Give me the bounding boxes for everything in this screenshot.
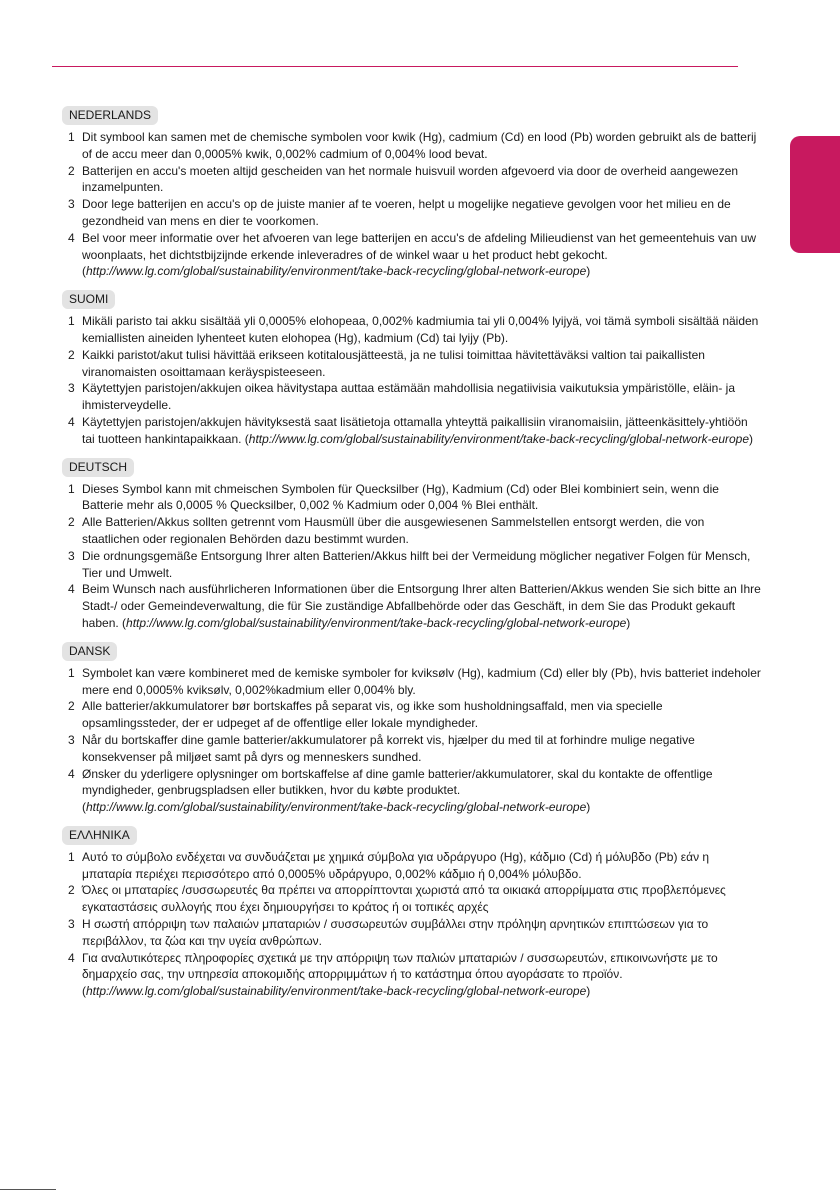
recycling-url-link[interactable]: http://www.lg.com/global/sustainability/environment/take-back-recycling/global-network-europe bbox=[86, 264, 587, 279]
list-item: 4 Ønsker du yderligere oplysninger om bortskaffelse af dine gamle batterier/akkumulatorer, skal du kontakte de offentlige myndigheder, genbrugspladsen eller butikken, hvor du købte produktet. (http://www.lg.com/global/sustainability/environment/take-back-recycling/global-network-europe) bbox=[68, 766, 713, 815]
battery-disposal-notice bbox=[62, 106, 762, 1010]
item-list bbox=[62, 129, 762, 280]
section-nederlands bbox=[62, 106, 762, 280]
item-number: 4 bbox=[68, 582, 75, 597]
item-number: 1 bbox=[68, 130, 75, 144]
list-item bbox=[62, 163, 762, 197]
language-heading: NEDERLANDS bbox=[62, 106, 158, 125]
section-deutsch bbox=[62, 458, 762, 632]
item-text: Dieses Symbol kann mit chmeischen Symbolen für Quecksilber (Hg), Kadmium (Cd) oder Blei kombiniert sein, wenn die Batterie mehr als 0,0005 % Quecksilber, 0,002 % Kadmium oder 0,004 % Blei enthält. bbox=[82, 481, 719, 513]
list-item bbox=[62, 129, 762, 163]
language-heading: DEUTSCH bbox=[62, 458, 134, 477]
list-item bbox=[62, 514, 762, 548]
list-item bbox=[62, 882, 762, 916]
language-heading: SUOMI bbox=[62, 290, 115, 309]
list-item bbox=[62, 548, 762, 582]
item-list bbox=[62, 481, 762, 632]
list-item bbox=[62, 481, 762, 515]
item-text: Die ordnungsgemäße Entsorgung Ihrer alten Batterien/Akkus hilft bei der Vermeidung möglicher negativer Folgen für Mensch, Tier und Umwelt. bbox=[82, 548, 751, 580]
list-item bbox=[62, 732, 762, 766]
item-number: 4 bbox=[68, 230, 75, 245]
item-text: Αυτό το σύμβολο ενδέχεται να συνδυάζεται με χημικά σύμβολα για υδράργυρο (Hg), κάδμιο (Cd) ή μόλυβδο (Pb) εάν η μπαταρία περιέχει περισσότερο από 0,0005% υδράργυρο, 0,002% κάδμιο ή 0,004% μόλυβδο. bbox=[82, 849, 710, 881]
list-item bbox=[62, 698, 762, 732]
list-item bbox=[62, 196, 762, 230]
item-text: Alle batterier/akkumulatorer bør bortskaffes på separat vis, og ikke som husholdningsaffald, men via specielle opsamlingssteder, der er udpeget af de offentlige eller lokale myndigheder. bbox=[82, 699, 663, 731]
header-rule bbox=[52, 66, 738, 67]
item-text: Για αναλυτικότερες πληροφορίες σχετικά με την απόρριψη των παλιών μπαταριών / συσσωρευτών, επικοινωνήστε με το δημαρχείο σας, την υπηρεσία αποκομιδής απορριμμάτων ή το κατάστημα όπου αγοράσατε το προϊόν. ( bbox=[82, 950, 718, 999]
list-item bbox=[62, 380, 762, 414]
item-text: Door lege batterijen en accu's op de juiste manier af te voeren, helpt u mogelijke negatieve gevolgen voor het milieu en de gezondheid van mens en dier te voorkomen. bbox=[82, 197, 731, 228]
item-number: 3 bbox=[68, 732, 75, 747]
item-number: 3 bbox=[68, 548, 75, 563]
item-text: Bel voor meer informatie over het afvoeren van lege batterijen en accu's de afdeling Milieudienst van het gemeentehuis van uw woonplaats, het dichtstbijzijnde erkende inleveradres of de winkel waar u het product hebt gekocht. ( bbox=[82, 230, 757, 279]
list-item bbox=[62, 347, 762, 381]
list-item bbox=[62, 916, 762, 950]
recycling-url-link[interactable]: http://www.lg.com/global/sustainability/environment/take-back-recycling/global-network-europe bbox=[86, 984, 587, 999]
footer-rule bbox=[0, 1189, 56, 1190]
item-text: Symbolet kan være kombineret med de kemiske symboler for kviksølv (Hg), kadmium (Cd) eller bly (Pb), hvis batteriet indeholer mere end 0,0005% kviksølv, 0,002%kadmium eller 0,004% bly. bbox=[82, 665, 761, 697]
list-item: 4 Beim Wunsch nach ausführlicheren Informationen über die Entsorgung Ihrer alten Batterien/Akkus wenden Sie sich bitte an Ihre Stadt-/ oder Gemeindeverwaltung, die für Sie zuständige Abfallbehörde oder das Geschäft, in dem Sie das Produkt gekauft haben. (http://www.lg.com/global/sustainability/environment/take-back-recycling/global-network-europe) bbox=[68, 582, 761, 630]
list-item: 4 Για αναλυτικότερες πληροφορίες σχετικά με την απόρριψη των παλιών μπαταριών / συσσωρευτών, επικοινωνήστε με το δημαρχείο σας, την υπηρεσία αποκομιδής απορριμμάτων ή το κατάστημα όπου αγοράσατε το προϊόν. (http://www.lg.com/global/sustainability/environment/take-back-recycling/global-network-europe) bbox=[68, 950, 718, 999]
item-number: 1 bbox=[68, 481, 75, 496]
item-text: Batterijen en accu's moeten altijd gescheiden van het normale huisvuil worden afgevoerd via door de overheid aangewezen inzamelpunten. bbox=[82, 163, 739, 195]
language-heading: DANSK bbox=[62, 642, 117, 661]
item-list bbox=[62, 665, 762, 816]
item-text: Ønsker du yderligere oplysninger om bortskaffelse af dine gamle batterier/akkumulatorer, skal du kontakte de offentlige myndigheder, genbrugspladsen eller butikken, hvor du købte produktet. ( bbox=[82, 766, 713, 815]
section-ellinika bbox=[62, 826, 762, 1000]
section-suomi bbox=[62, 290, 762, 447]
recycling-url-link[interactable]: http://www.lg.com/global/sustainability/environment/take-back-recycling/global-network-europe bbox=[86, 800, 587, 815]
item-number: 4 bbox=[68, 414, 75, 429]
item-number: 2 bbox=[68, 883, 75, 898]
item-number: 3 bbox=[68, 917, 75, 932]
item-text: Alle Batterien/Akkus sollten getrennt vom Hausmüll über die ausgewiesenen Sammelstellen entsorgt werden, die von staatlichen oder regionalen Behörden dazu bestimmt wurden. bbox=[82, 515, 705, 546]
item-number: 2 bbox=[68, 515, 75, 530]
list-item bbox=[62, 849, 762, 883]
item-text: Kaikki paristot/akut tulisi hävittää erikseen kotitalousjätteestä, ja ne tulisi toimittaa hävitettäväksi valtion tai paikallisten viranomaisten osoittamaan keräyspisteeseen. bbox=[82, 347, 705, 379]
item-number: 3 bbox=[68, 197, 75, 212]
item-number: 2 bbox=[68, 699, 75, 714]
list-item: 4 Käytettyjen paristojen/akkujen hävityksestä saat lisätietoja ottamalla yhteyttä paikallisiin viranomaisiin, jätteenkäsittely-yhtiöön tai tuotteen hankintapaikkaan. (http://www.lg.com/global/sustainability/environment/take-back-recycling/global-network-europe) bbox=[68, 414, 754, 446]
list-item: 4 Bel voor meer informatie over het afvoeren van lege batterijen en accu's de afdeling Milieudienst van het gemeentehuis van uw woonplaats, het dichtstbijzijnde erkende inleveradres of de winkel waar u het product hebt gekocht. (http://www.lg.com/global/sustainability/environment/take-back-recycling/global-network-europe) bbox=[68, 230, 757, 279]
item-list bbox=[62, 849, 762, 1000]
item-text: Beim Wunsch nach ausführlicheren Informationen über die Entsorgung Ihrer alten Batterien/Akkus wenden Sie sich bitte an Ihre Stadt-/ oder Gemeindeverwaltung, die für Sie zuständige Abfallbehörde oder das Geschäft, in dem Sie das Produkt gekauft haben. ( bbox=[82, 582, 761, 630]
language-side-tab bbox=[790, 136, 840, 253]
language-heading: ΕΛΛΗΝΙΚΑ bbox=[62, 826, 137, 845]
list-item bbox=[62, 313, 762, 347]
item-number: 1 bbox=[68, 665, 75, 680]
item-text: Käytettyjen paristojen/akkujen oikea hävitystapa auttaa estämään mahdollisia negatiivisia vaikutuksia ympäristölle, eläin- ja ihmisterveydelle. bbox=[82, 381, 736, 413]
item-text: Når du bortskaffer dine gamle batterier/akkumulatorer på korrekt vis, hjælper du med til at forhindre mulige negative konsekvenser på miljøet samt på dyrs og menneskers sundhed. bbox=[82, 732, 695, 764]
item-text: Όλες οι μπαταρίες /συσσωρευτές θα πρέπει να απορρίπτονται χωριστά από τα οικιακά απορρίμματα στις προβλεπόμενες εγκαταστάσεις συλλογής που έχει δημιουργήσει το κράτος ή οι τοπικές αρχές bbox=[82, 883, 726, 915]
item-text: Η σωστή απόρριψη των παλαιών μπαταριών / συσσωρευτών συμβάλλει στην πρόληψη αρνητικών επιπτώσεων για το περιβάλλον, τα ζώα και την υγεία ανθρώπων. bbox=[82, 917, 709, 948]
item-number: 4 bbox=[68, 950, 75, 965]
item-text: Dit symbool kan samen met de chemische symbolen voor kwik (Hg), cadmium (Cd) en lood (Pb) worden gebruikt als de batterij of de accu meer dan 0,0005% kwik, 0,002% cadmium of 0,004% lood bevat. bbox=[82, 130, 757, 161]
recycling-url-link[interactable]: http://www.lg.com/global/sustainability/environment/take-back-recycling/global-network-europe bbox=[126, 615, 627, 630]
item-list bbox=[62, 313, 762, 447]
item-number: 1 bbox=[68, 849, 75, 864]
item-text: Mikäli paristo tai akku sisältää yli 0,0005% elohopeaa, 0,002% kadmiumia tai yli 0,004% lyijyä, voi tämä symboli sisältää näiden kemiallisten aineiden lyhenteet kuten elohopea (Hg), kadmium (Cd) tai lyijy (Pb). bbox=[82, 314, 759, 345]
item-number: 2 bbox=[68, 347, 75, 362]
item-number: 3 bbox=[68, 381, 75, 396]
item-number: 4 bbox=[68, 766, 75, 781]
section-dansk bbox=[62, 642, 762, 816]
item-number: 2 bbox=[68, 163, 75, 178]
item-number: 1 bbox=[68, 314, 75, 329]
list-item bbox=[62, 665, 762, 699]
item-text: Käytettyjen paristojen/akkujen hävityksestä saat lisätietoja ottamalla yhteyttä paikallisiin viranomaisiin, jätteenkäsittely-yhtiöön tai tuotteen hankintapaikkaan. ( bbox=[82, 414, 748, 446]
recycling-url-link[interactable]: http://www.lg.com/global/sustainability/environment/take-back-recycling/global-network-europe bbox=[248, 431, 750, 446]
